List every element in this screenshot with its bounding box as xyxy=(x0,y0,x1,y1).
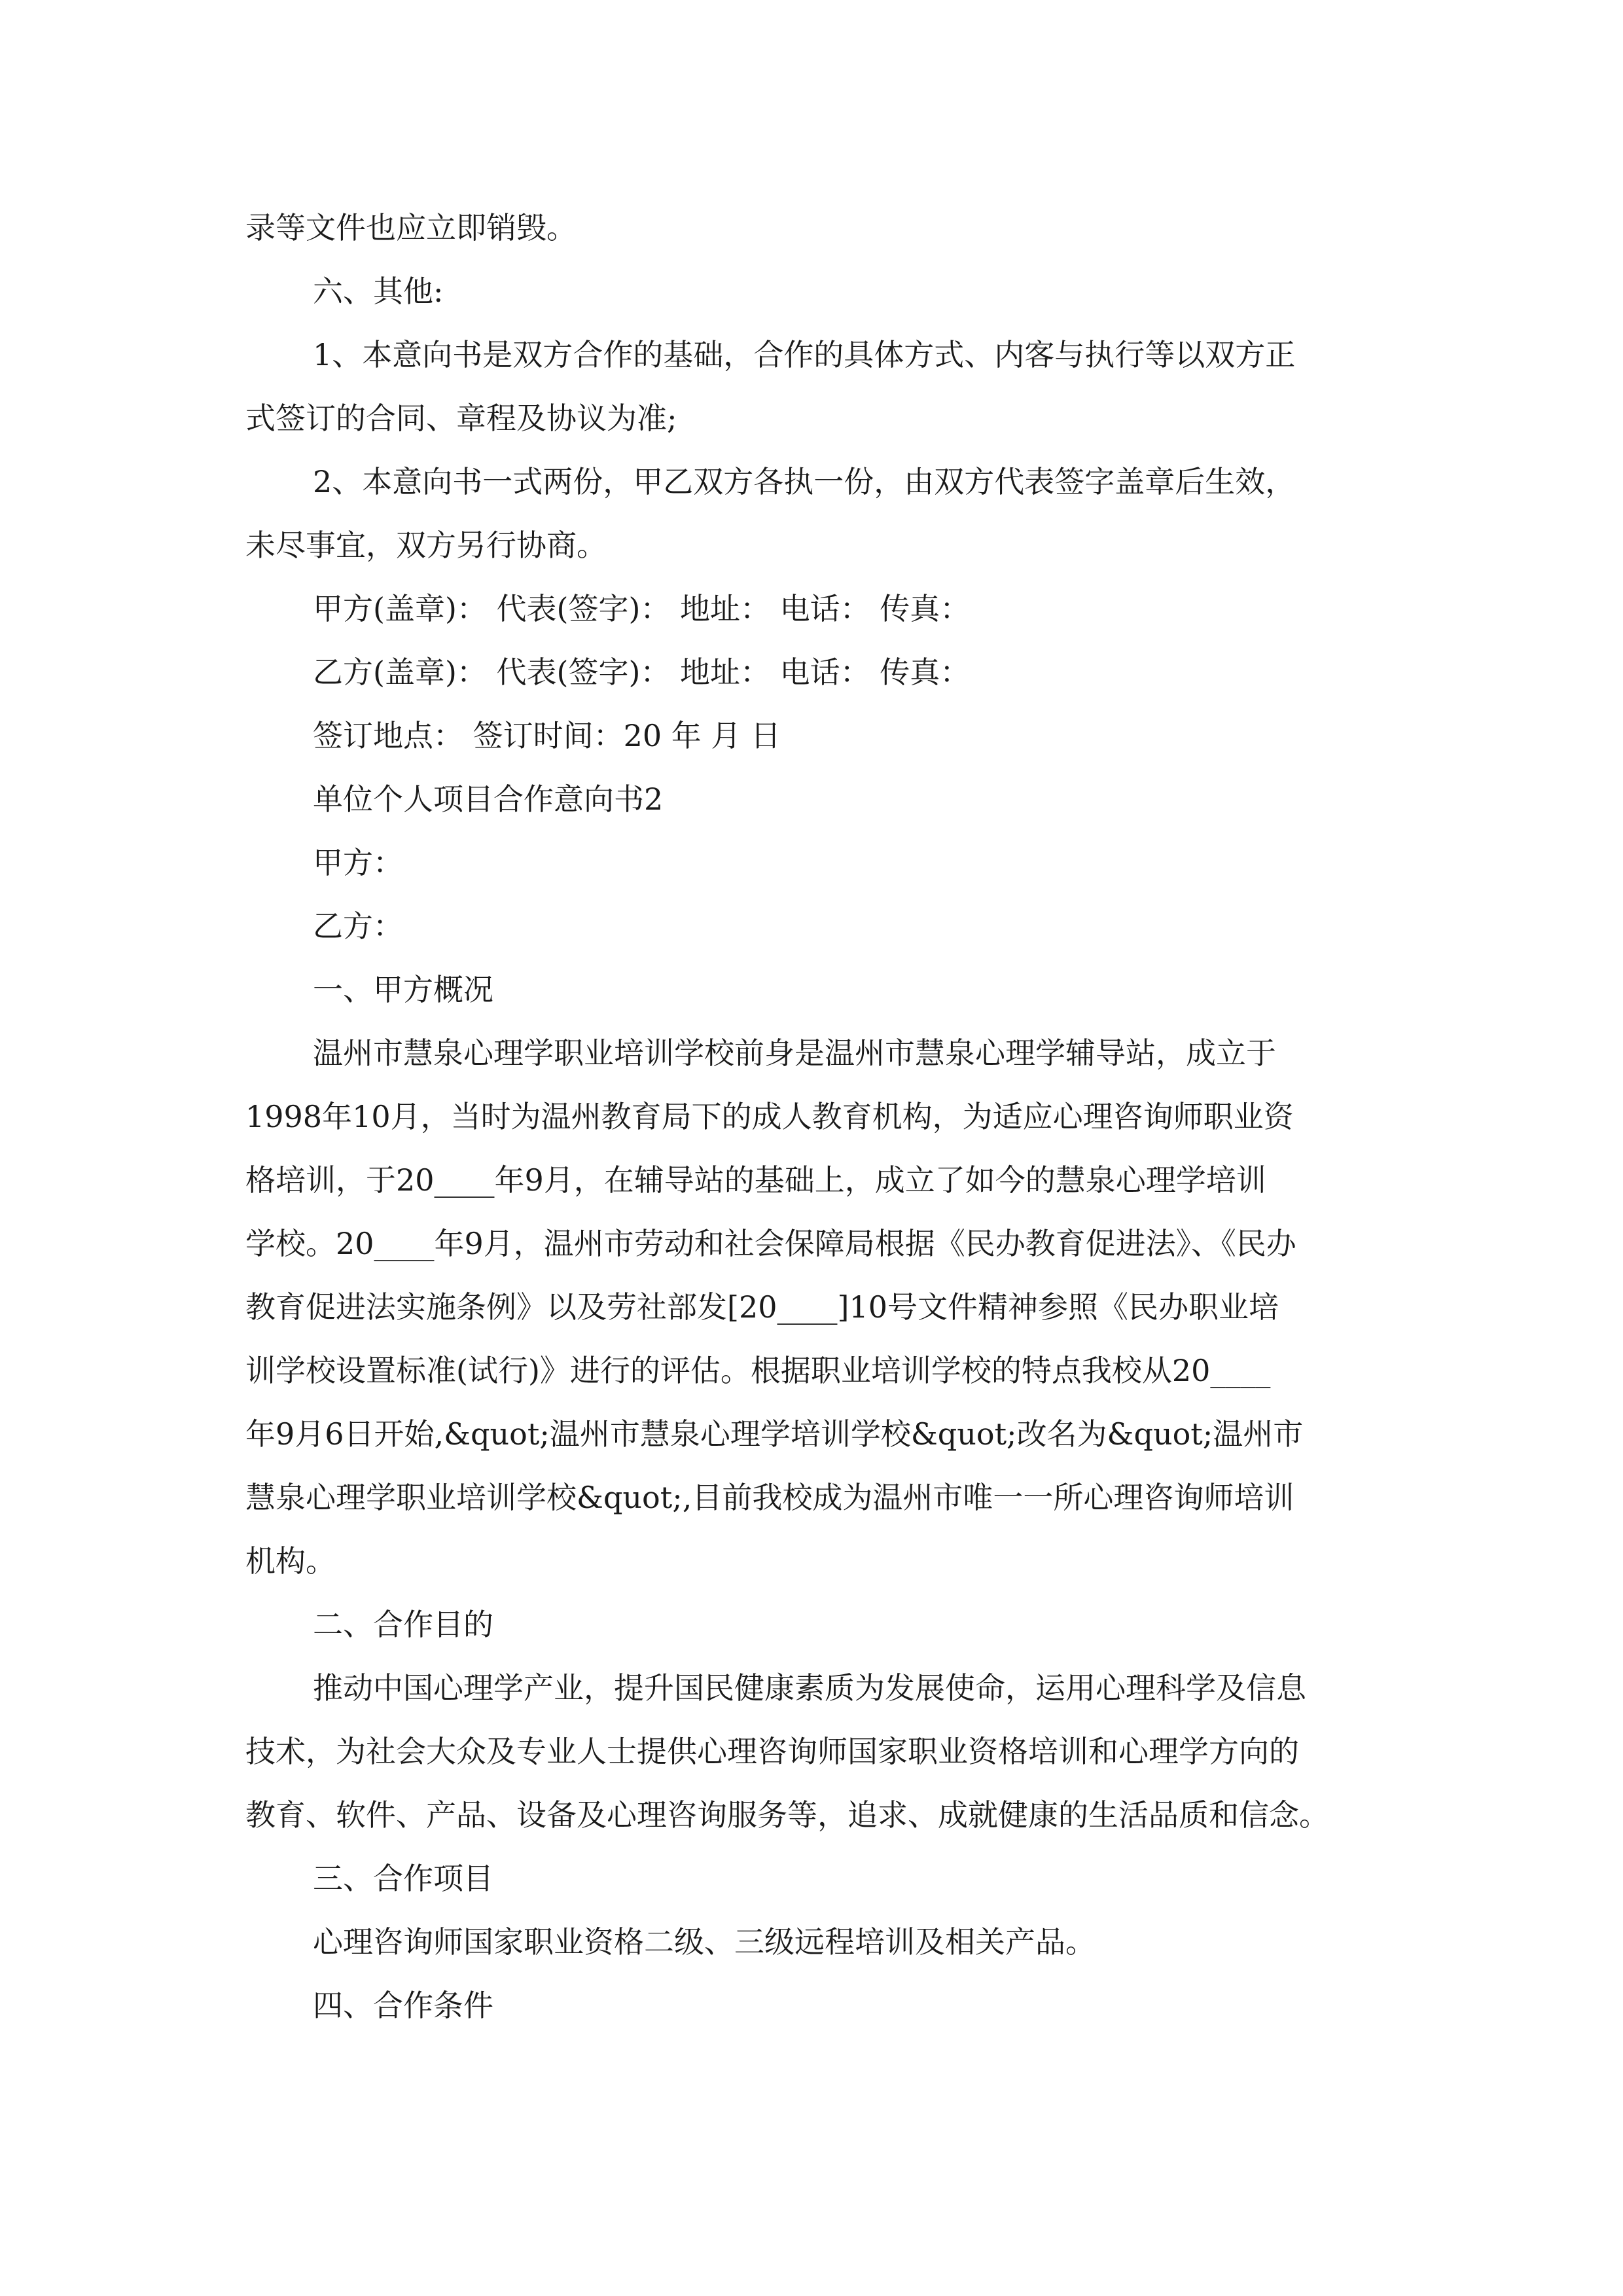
paragraph-line: 技术，为社会大众及专业人士提供心理咨询师国家职业资格培训和心理学方向的 xyxy=(245,1734,1299,1769)
paragraph-line: 推动中国心理学产业，提升国民健康素质为发展使命，运用心理科学及信息 xyxy=(313,1670,1306,1706)
paragraph-line: 1998年10月，当时为温州教育局下的成人教育机构，为适应心理咨询师职业资 xyxy=(245,1099,1294,1134)
section-heading-purpose: 二、合作目的 xyxy=(313,1607,493,1642)
section-heading-conditions: 四、合作条件 xyxy=(313,1988,493,2023)
section-heading-overview: 一、甲方概况 xyxy=(313,972,493,1007)
paragraph-line: 慧泉心理学职业培训学校&quot;,目前我校成为温州市唯一一所心理咨询师培训 xyxy=(245,1480,1294,1515)
document-body xyxy=(245,196,1378,2037)
party-b-label: 乙方： xyxy=(313,908,403,944)
party-a-label: 甲方： xyxy=(313,845,403,880)
paragraph-line: 年9月6日开始,&quot;温州市慧泉心理学培训学校&quot;改名为&quot;温州市 xyxy=(245,1416,1304,1452)
document-title: 单位个人项目合作意向书2 xyxy=(313,781,664,817)
paragraph-line: 式签订的合同、章程及协议为准; xyxy=(245,401,677,436)
signing-place-date-line: 签订地点： 签订时间：20 年 月 日 xyxy=(313,718,781,753)
paragraph-line: 教育、软件、产品、设备及心理咨询服务等，追求、成就健康的生活品质和信念。 xyxy=(245,1797,1329,1833)
party-b-signature-line: 乙方(盖章)： 代表(签字)： 地址： 电话： 传真： xyxy=(313,655,971,690)
paragraph-line: 训学校设置标准(试行)》进行的评估。根据职业培训学校的特点我校从20____ xyxy=(245,1353,1271,1388)
paragraph-line: 格培训，于20____年9月，在辅导站的基础上，成立了如今的慧泉心理学培训 xyxy=(245,1162,1266,1198)
paragraph-line: 1、本意向书是双方合作的基础，合作的具体方式、内客与执行等以双方正 xyxy=(313,337,1296,372)
paragraph-line: 温州市慧泉心理学职业培训学校前身是温州市慧泉心理学辅导站，成立于 xyxy=(313,1035,1276,1071)
paragraph-line: 录等文件也应立即销毁。 xyxy=(245,210,577,245)
section-heading-project: 三、合作项目 xyxy=(313,1861,493,1896)
paragraph-line: 教育促进法实施条例》以及劳社部发[20____]10号文件精神参照《民办职业培 xyxy=(245,1289,1279,1325)
party-a-signature-line: 甲方(盖章)： 代表(签字)： 地址： 电话： 传真： xyxy=(313,591,971,626)
paragraph-line: 心理咨询师国家职业资格二级、三级远程培训及相关产品。 xyxy=(313,1924,1096,1960)
paragraph-line: 学校。20____年9月，温州市劳动和社会保障局根据《民办教育促进法》、《民办 xyxy=(245,1226,1296,1261)
section-heading-other: 六、其他: xyxy=(313,274,444,309)
paragraph-line: 2、本意向书一式两份，甲乙双方各执一份，由双方代表签字盖章后生效， xyxy=(313,464,1296,499)
paragraph-line: 机构。 xyxy=(245,1543,336,1579)
paragraph-line: 未尽事宜，双方另行协商。 xyxy=(245,528,607,563)
